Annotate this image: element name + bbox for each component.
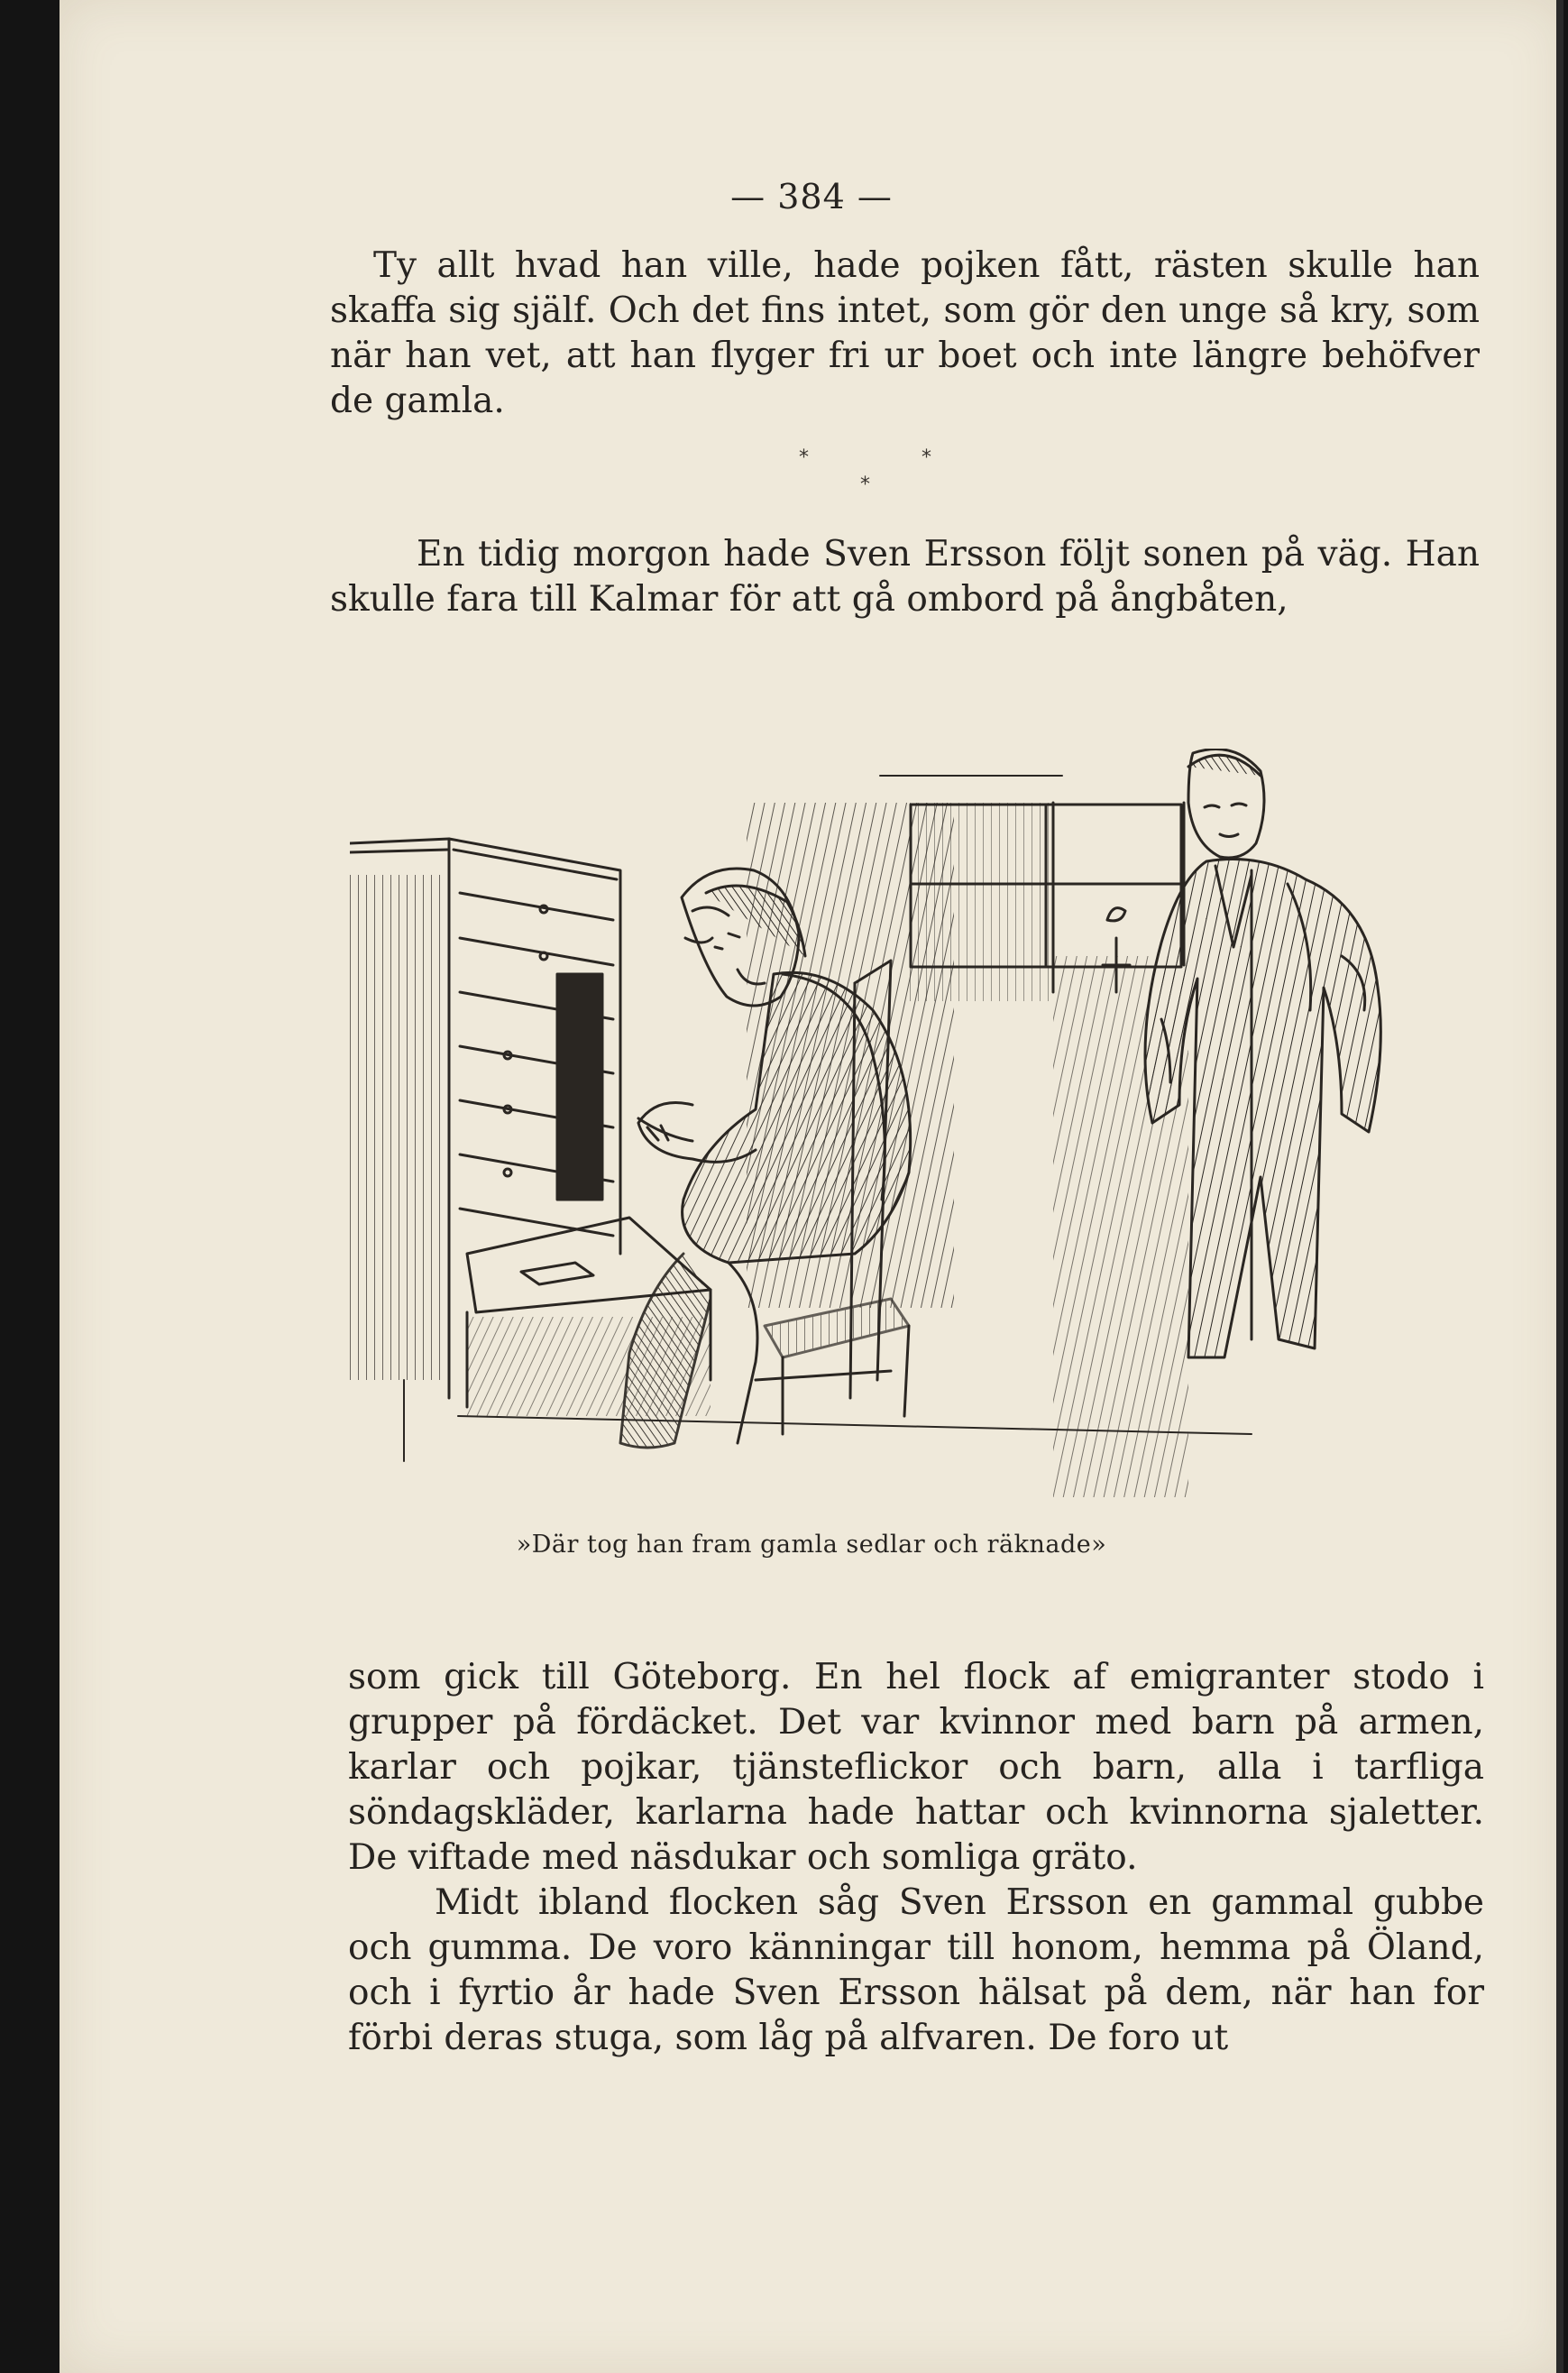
book-page: [60, 0, 1563, 2373]
section-break-star-3: *: [860, 474, 870, 496]
illustration-caption: »Där tog han fram gamla sedlar och räknade»: [516, 1531, 1107, 1559]
page-edge: [1556, 0, 1563, 2373]
section-break: [763, 446, 997, 501]
pen-illustration: [350, 749, 1513, 1506]
section-break-star-1: *: [799, 446, 809, 469]
paragraph-3: som gick till Göteborg. En hel flock af emigranter stodo i grupper på fördäcket. Det var kvinnor med barn på armen, karlar och pojkar, tjänsteflickor och barn, alla i tarfliga söndagskläder, karlarna hade hattar och kvinnorna sjaletter. De viftade med näsdukar och somliga gräto.: [348, 1657, 1484, 1878]
page-number: — 384 —: [730, 177, 893, 216]
paragraph-1: Ty allt hvad han ville, hade pojken fått, rästen skulle han skaffa sig själf. Och det fins intet, som gör den unge så kry, som när han vet, att han flyger fri ur boet och inte längre behöfver de gamla.: [330, 245, 1480, 421]
paragraph-4: Midt ibland flocken såg Sven Ersson en gammal gubbe och gumma. De voro känningar till honom, hemma på Öland, och i fyrtio år hade Sven Ersson hälsat på dem, när han for förbi deras stuga, som låg på alfvaren. De foro ut: [348, 1882, 1484, 2058]
section-break-star-2: *: [922, 446, 931, 469]
paragraph-2: En tidig morgon hade Sven Ersson följt sonen på väg. Han skulle fara till Kalmar för att gå ombord på ångbåten,: [330, 534, 1480, 620]
